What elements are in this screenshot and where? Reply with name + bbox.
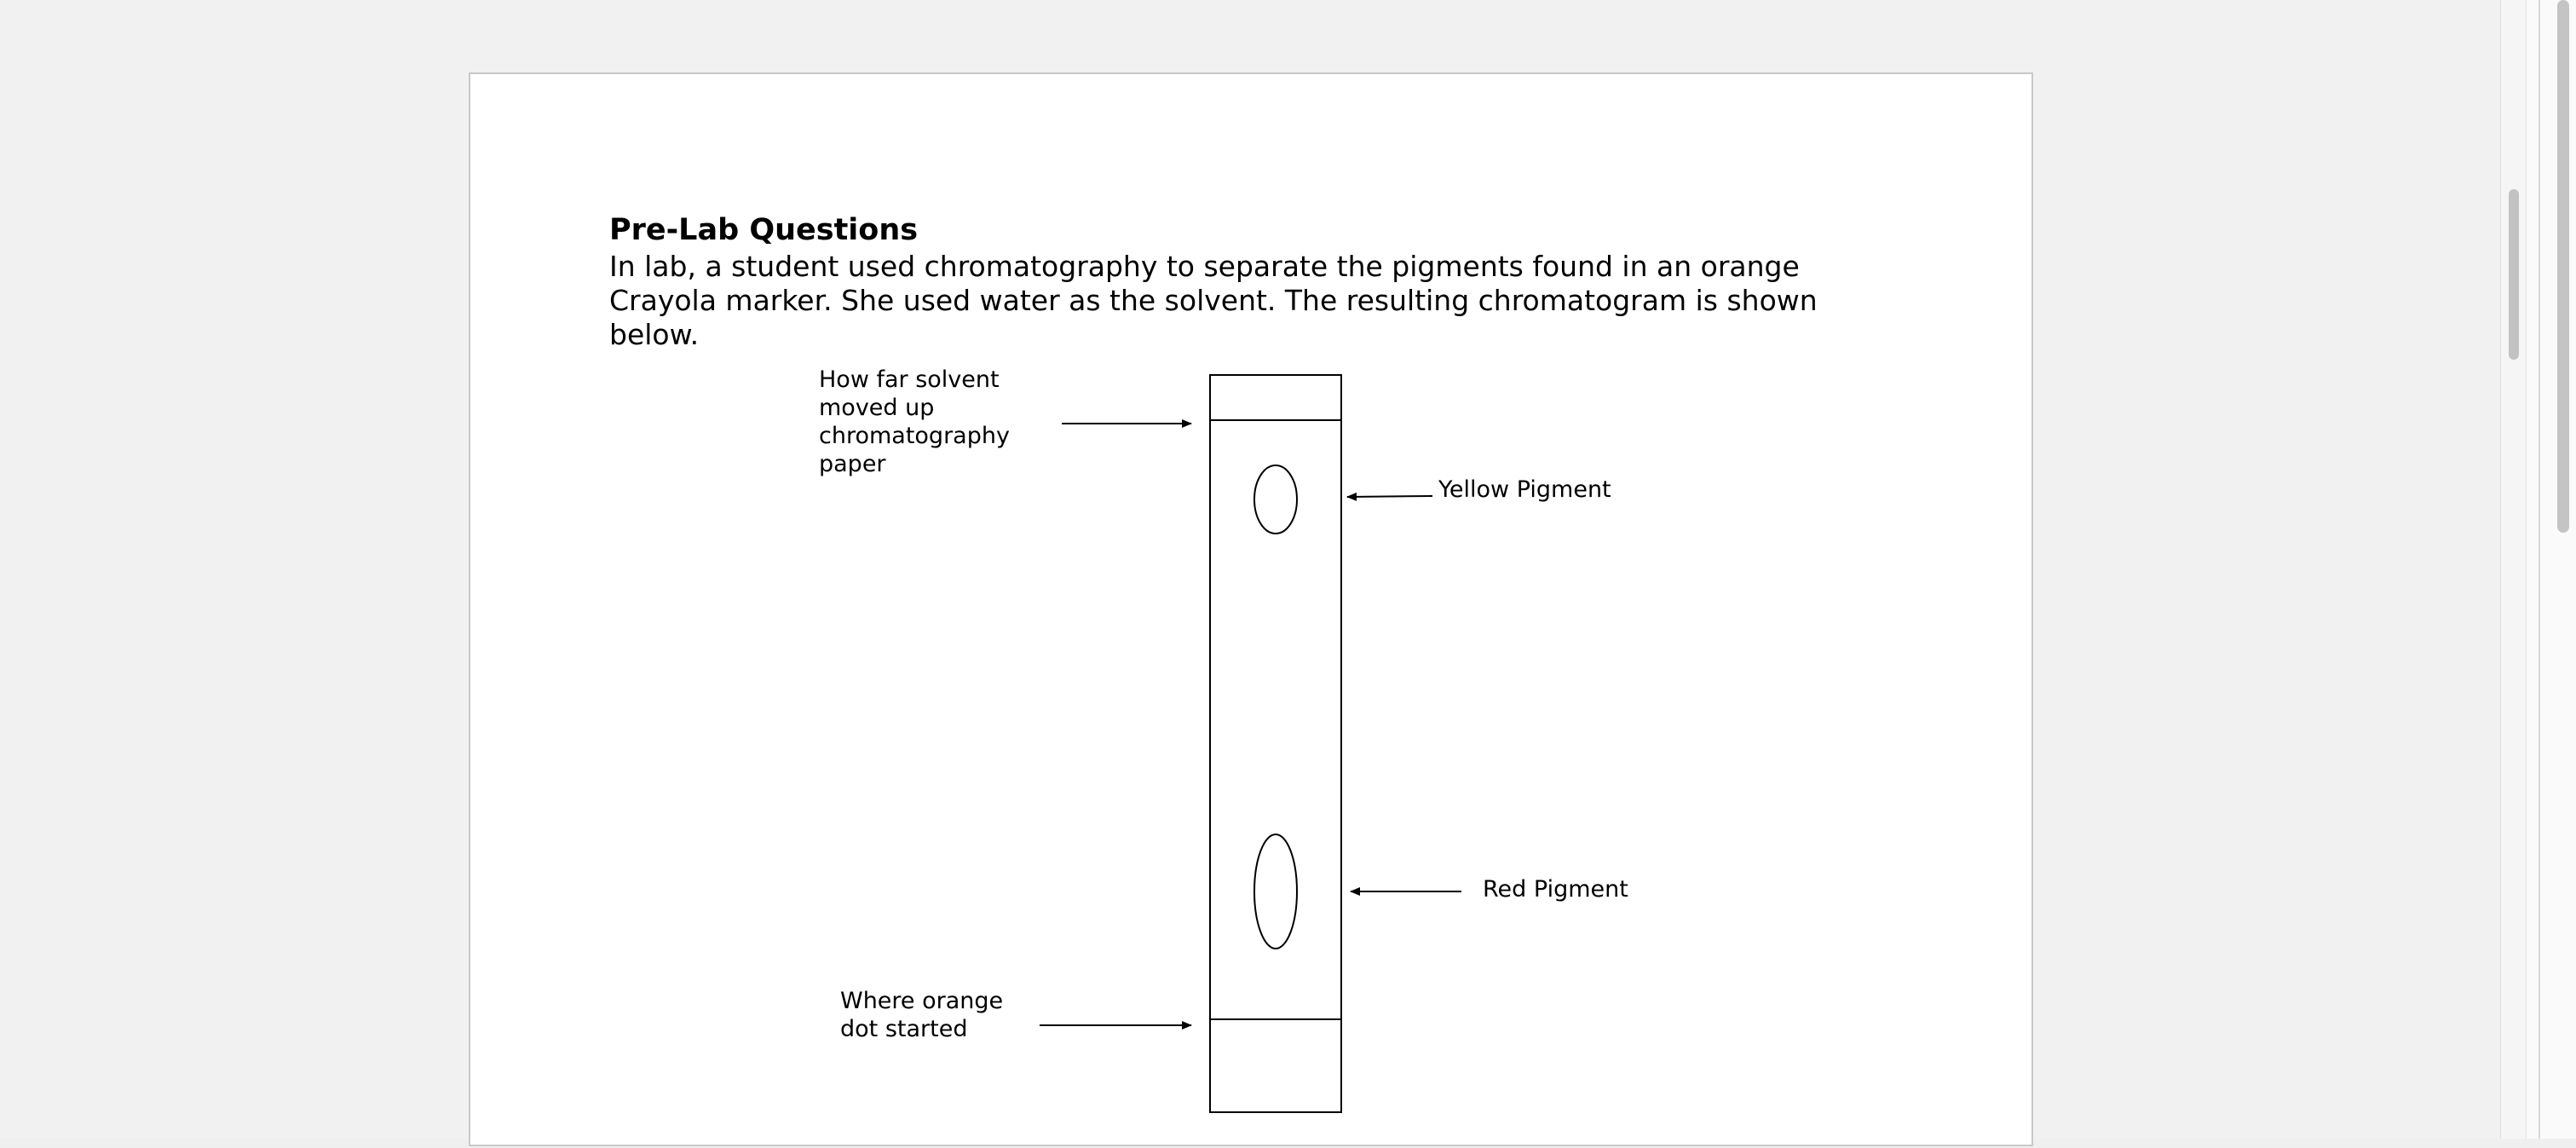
solvent-label-line-1: How far solvent xyxy=(819,366,1000,393)
chromatography-paper-strip xyxy=(1210,375,1341,1112)
window-scrollbar[interactable] xyxy=(2526,0,2576,1139)
solvent-label-line-2: moved up xyxy=(819,395,935,421)
scrollbar-divider xyxy=(2539,0,2540,1139)
document-scroll-thumb[interactable] xyxy=(2509,189,2519,360)
yellow-pigment-label: Yellow Pigment xyxy=(1438,476,1611,503)
yellow-pigment-arrow xyxy=(1347,496,1432,497)
paragraph-line-1: In lab, a student used chromatography to separate the pigments found in an orange xyxy=(609,250,1800,283)
solvent-label-line-3: chromatography xyxy=(819,423,1010,449)
solvent-label-line-4: paper xyxy=(819,451,886,477)
origin-label-line-2: dot started xyxy=(840,1016,968,1042)
chromatogram-diagram xyxy=(470,74,2035,1148)
page-heading: Pre-Lab Questions xyxy=(609,213,919,247)
red-pigment-label: Red Pigment xyxy=(1483,876,1628,903)
paragraph-line-2: Crayola marker. She used water as the solvent. The resulting chromatogram is shown xyxy=(609,284,1818,317)
yellow-pigment-spot xyxy=(1254,465,1297,534)
origin-label xyxy=(840,987,1003,1043)
origin-label-line-1: Where orange xyxy=(840,988,1004,1014)
solvent-front-label xyxy=(819,366,1010,478)
window-scroll-thumb[interactable] xyxy=(2557,0,2569,533)
red-pigment-spot xyxy=(1254,834,1297,949)
paragraph-line-3: below. xyxy=(609,318,700,351)
document-scrollbar[interactable] xyxy=(2500,0,2527,1139)
document-page xyxy=(469,72,2033,1146)
